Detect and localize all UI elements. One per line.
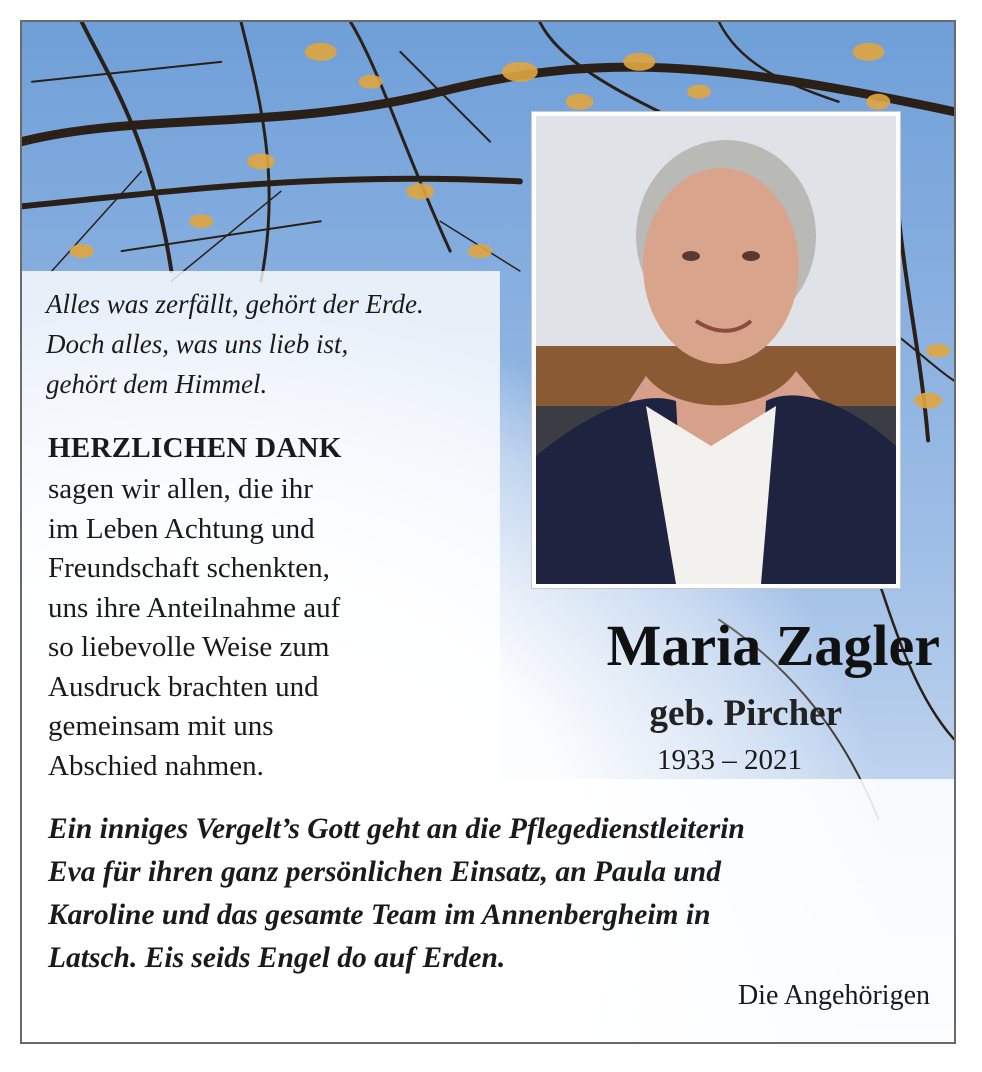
thanks-message: sagen wir allen, die ihr im Leben Achtung und Freundschaft schenkten, uns ihre Anteilnahme auf so liebevolle Weise zum Ausdruck brachten und gemeinsam mit uns Abschied nahmen. [48,473,341,782]
signature: Die Angehörigen [737,980,930,1011]
closing-thanks: Ein inniges Vergelt’s Gott geht an die Pflegedienstleiterin Eva für ihren ganz persönlichen Einsatz, an Paula und Karoline und das gesamte Team im Annenbergheim in Latsch. Eis seids Engel do auf Erden. [48,813,745,974]
deceased-name: Maria Zagler [606,613,940,678]
thanks-heading: HERZLICHEN DANK [48,432,342,464]
obituary-card [20,20,956,1044]
memorial-quote: Alles was zerfällt, gehört der Erde. Doch alles, was uns lieb ist, gehört dem Himmel. [46,289,424,399]
life-years: 1933 – 2021 [657,744,802,776]
portrait-photo [532,112,900,588]
maiden-name: geb. Pircher [649,693,842,734]
